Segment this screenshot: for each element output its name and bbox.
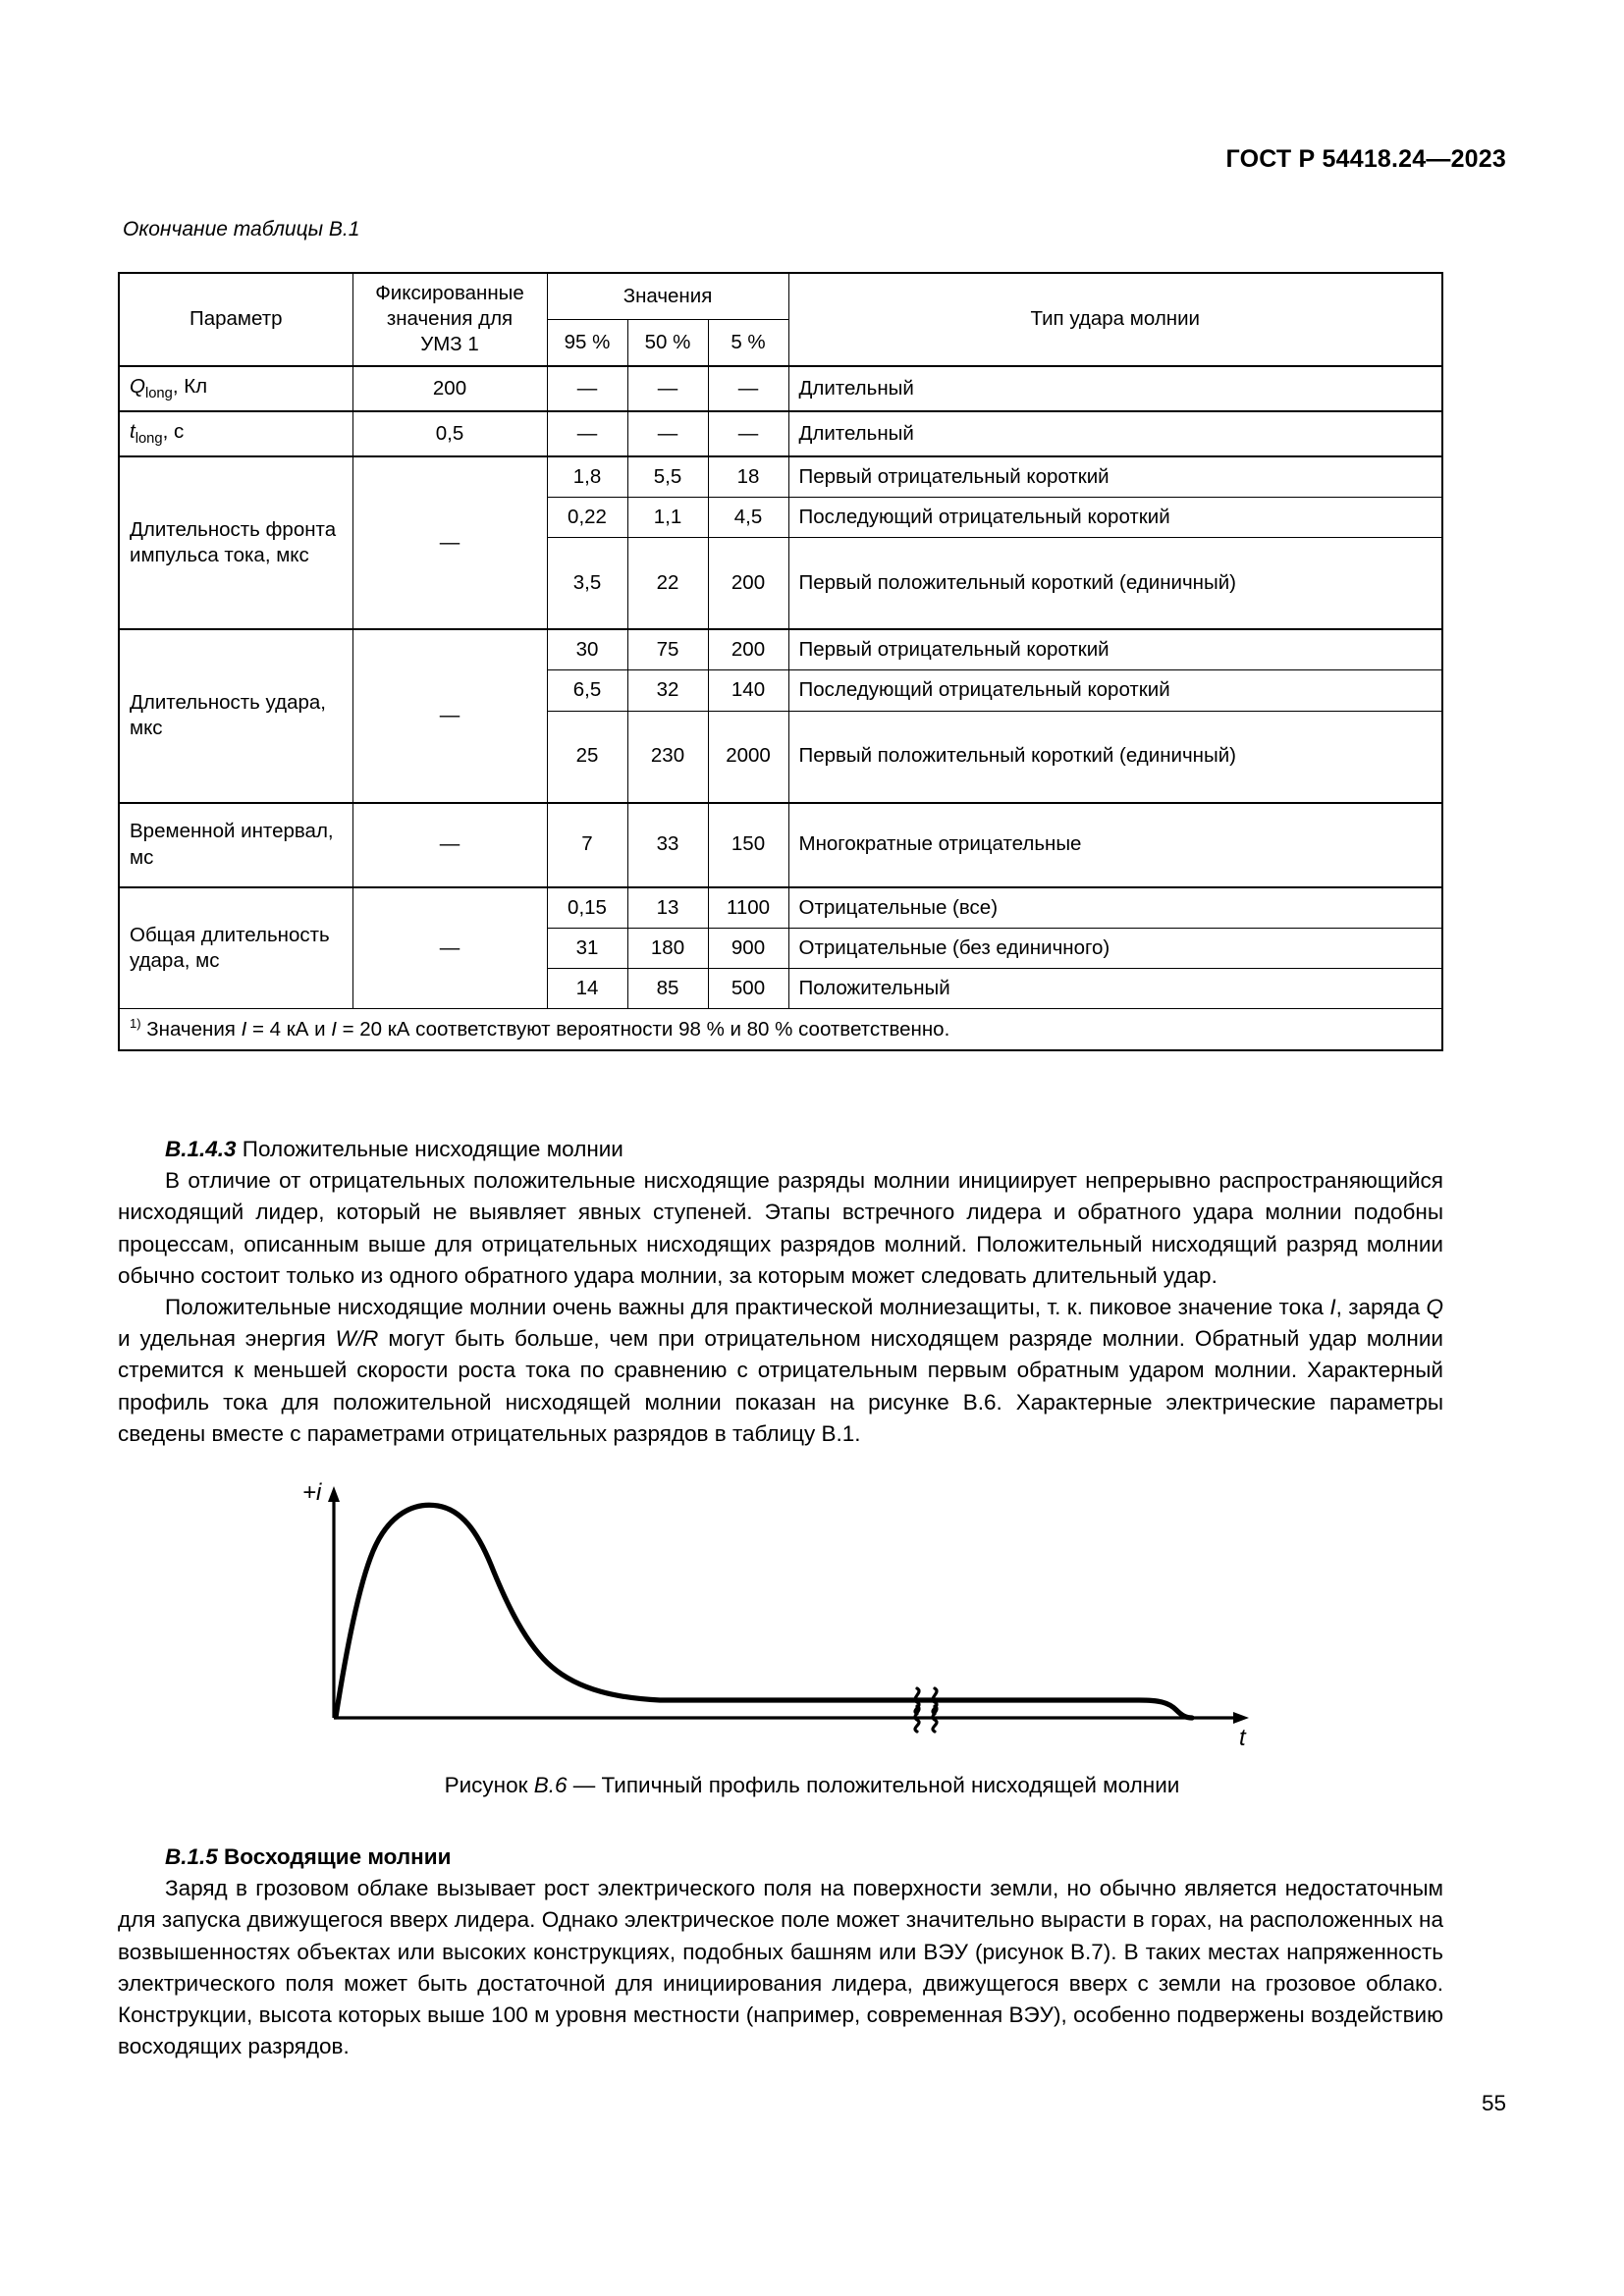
section-heading-number: В.1.4.3: [165, 1137, 237, 1161]
paragraph: Заряд в грозовом облаке вызывает рост электрического поля на поверхности земли, но обычно является недостаточным для запуска движущегося вверх лидера. Однако электрическое поле может значительно вырасти в горах, на расположенных на возвышенностях объектах или высоких конструкциях, подобных башням или ВЭУ (рисунок В.7). В таких местах напряженность электрического поля может быть достаточной для инициирования лидера, движущегося вверх с земли на грозовое облако. Конструкции, высота которых выше 100 м уровня местности (например, современная ВЭУ), особенно подвержены воздействию восходящих разрядов.: [118, 1876, 1443, 2059]
section-b15: [118, 1842, 1443, 2062]
table-caption: Окончание таблицы В.1: [123, 218, 360, 240]
figure-caption-prefix: Рисунок: [444, 1773, 534, 1797]
table-row: [119, 366, 1442, 411]
cell-strike-type: Последующий отрицательный короткий: [788, 670, 1442, 711]
cell-parameter: Временной интервал, мс: [119, 803, 352, 887]
table-row: [119, 887, 1442, 929]
cell-p95: 30: [547, 629, 627, 670]
y-axis: [328, 1486, 340, 1718]
cell-parameter: [119, 411, 352, 456]
cell-p95: —: [547, 411, 627, 456]
footnote-symbol-i-1: I: [241, 1018, 247, 1041]
cell-p50: 75: [627, 629, 708, 670]
paragraph: Положительные нисходящие молнии очень важны для практической молниезащиты, т. к. пиковое значение тока I, заряда Q и удельная энергия W/R могут быть больше, чем при отрицательном нисходящем разряде молнии. Обратный удар молнии стремится к меньшей скорости роста тока по сравнению с отрицательным первым обратным ударом молнии. Характерный профиль тока для положительной нисходящей молнии показан на рисунке В.6. Характерные электрические параметры сведены вместе с параметрами отрицательных разрядов в таблицу В.1.: [118, 1295, 1443, 1446]
parameter-unit: , с: [162, 419, 185, 443]
column-header-p95: 95 %: [547, 319, 627, 365]
cell-p50: 230: [627, 711, 708, 803]
column-header-strike-type: Тип удара молнии: [788, 273, 1442, 366]
x-axis: [334, 1712, 1249, 1724]
table-b1: [118, 272, 1443, 1051]
cell-strike-type: Отрицательные (все): [788, 887, 1442, 929]
cell-p50: 22: [627, 538, 708, 630]
cell-p95: 14: [547, 969, 627, 1009]
section-heading-b143: [118, 1134, 1443, 1165]
cell-p5: —: [708, 366, 788, 411]
page-number: 55: [1481, 2091, 1506, 2115]
footnote-text-b: = 4 кА и: [246, 1018, 332, 1041]
cell-strike-type: Последующий отрицательный короткий: [788, 497, 1442, 537]
fixed-values-line1: Фиксированные: [375, 282, 524, 304]
cell-fixed-value: —: [352, 803, 547, 887]
column-header-p50: 50 %: [627, 319, 708, 365]
cell-p5: 1100: [708, 887, 788, 929]
figure-caption-suffix: — Типичный профиль положительной нисходящей молнии: [567, 1773, 1180, 1797]
table-row: [119, 803, 1442, 887]
cell-fixed-value: —: [352, 456, 547, 629]
cell-p95: 31: [547, 928, 627, 968]
column-header-values-group: Значения: [547, 273, 788, 319]
cell-fixed-value: 200: [352, 366, 547, 411]
cell-parameter: Длительность удара, мкс: [119, 629, 352, 802]
footnote-text-c: = 20 кА соответствуют вероятности 98 % и 80 % соответственно.: [336, 1018, 950, 1041]
table-row: [119, 629, 1442, 670]
x-axis-label: t: [1239, 1725, 1246, 1745]
cell-p95: 7: [547, 803, 627, 887]
cell-p5: 18: [708, 456, 788, 498]
cell-p5: 200: [708, 538, 788, 630]
fixed-values-line3: УМЗ 1: [420, 333, 479, 356]
fixed-values-line2: значения для: [386, 307, 514, 331]
figure-b6: [295, 1470, 1276, 1745]
current-curve: [336, 1505, 1192, 1718]
cell-p95: 6,5: [547, 670, 627, 711]
section-b143: [118, 1134, 1443, 1450]
cell-p5: 4,5: [708, 497, 788, 537]
cell-strike-type: Длительный: [788, 411, 1442, 456]
cell-parameter: Общая длительность удара, мс: [119, 887, 352, 1009]
paragraph: В отличие от отрицательных положительные нисходящие разряды молнии инициирует непрерывно распространяющийся нисходящий лидер, который не выявляет явных ступеней. Этапы встречного лидера и обратного удара молнии подобны процессам, описанным выше для отрицательных нисходящих разрядов молний. Положительный нисходящий разряд молнии обычно состоит только из одного обратного удара молнии, за которым может следовать длительный удар.: [118, 1168, 1443, 1288]
cell-parameter: [119, 366, 352, 411]
cell-p5: 140: [708, 670, 788, 711]
cell-strike-type: Первый положительный короткий (единичный): [788, 538, 1442, 630]
parameter-symbol: Q: [130, 374, 145, 398]
footnote-text-a: Значения: [140, 1018, 242, 1041]
column-header-fixed-values: [352, 273, 547, 366]
column-header-p5: 5 %: [708, 319, 788, 365]
cell-p50: 5,5: [627, 456, 708, 498]
figure-caption-number: В.6: [533, 1773, 568, 1797]
cell-p95: 25: [547, 711, 627, 803]
parameter-subscript: long: [135, 430, 163, 447]
cell-p50: —: [627, 411, 708, 456]
table-row: [119, 456, 1442, 498]
cell-p5: —: [708, 411, 788, 456]
cell-p5: 150: [708, 803, 788, 887]
figure-caption: [0, 1773, 1624, 1798]
parameter-unit: , Кл: [172, 374, 208, 398]
figure-b6-svg: [295, 1470, 1276, 1745]
cell-p95: —: [547, 366, 627, 411]
cell-p5: 900: [708, 928, 788, 968]
cell-p95: 0,15: [547, 887, 627, 929]
column-header-param: Параметр: [119, 273, 352, 366]
cell-p50: 180: [627, 928, 708, 968]
table-footnote-row: [119, 1009, 1442, 1051]
cell-p50: —: [627, 366, 708, 411]
cell-strike-type: Положительный: [788, 969, 1442, 1009]
table-b1-wrapper: [118, 272, 1443, 1051]
cell-strike-type: Длительный: [788, 366, 1442, 411]
y-axis-label: +i: [302, 1479, 322, 1506]
table-header-row-1: [119, 273, 1442, 319]
cell-p5: 200: [708, 629, 788, 670]
cell-strike-type: Многократные отрицательные: [788, 803, 1442, 887]
cell-fixed-value: 0,5: [352, 411, 547, 456]
footnote-marker: 1): [130, 1016, 141, 1032]
cell-fixed-value: —: [352, 629, 547, 802]
section-heading-b15: [118, 1842, 1443, 1873]
cell-strike-type: Отрицательные (без единичного): [788, 928, 1442, 968]
cell-p5: 500: [708, 969, 788, 1009]
table-footnote: [119, 1009, 1442, 1051]
cell-p95: 1,8: [547, 456, 627, 498]
page-header-standard-number: ГОСТ Р 54418.24—2023: [1225, 145, 1506, 173]
section-heading-text: Восходящие молнии: [217, 1844, 452, 1869]
footnote-symbol-i-2: I: [331, 1018, 337, 1041]
section-heading-text: Положительные нисходящие молнии: [236, 1137, 623, 1161]
cell-p50: 32: [627, 670, 708, 711]
cell-p95: 0,22: [547, 497, 627, 537]
table-body: [119, 366, 1442, 1051]
cell-strike-type: Первый положительный короткий (единичный): [788, 711, 1442, 803]
cell-parameter: Длительность фронта импульса тока, мкс: [119, 456, 352, 629]
cell-p50: 13: [627, 887, 708, 929]
cell-strike-type: Первый отрицательный короткий: [788, 456, 1442, 498]
table-header: [119, 273, 1442, 366]
cell-p95: 3,5: [547, 538, 627, 630]
cell-p50: 1,1: [627, 497, 708, 537]
cell-p50: 33: [627, 803, 708, 887]
table-row: [119, 411, 1442, 456]
cell-strike-type: Первый отрицательный короткий: [788, 629, 1442, 670]
cell-p50: 85: [627, 969, 708, 1009]
cell-fixed-value: —: [352, 887, 547, 1009]
section-heading-number: В.1.5: [165, 1844, 218, 1869]
cell-p5: 2000: [708, 711, 788, 803]
parameter-symbol: t: [130, 419, 135, 443]
parameter-subscript: long: [144, 385, 173, 401]
